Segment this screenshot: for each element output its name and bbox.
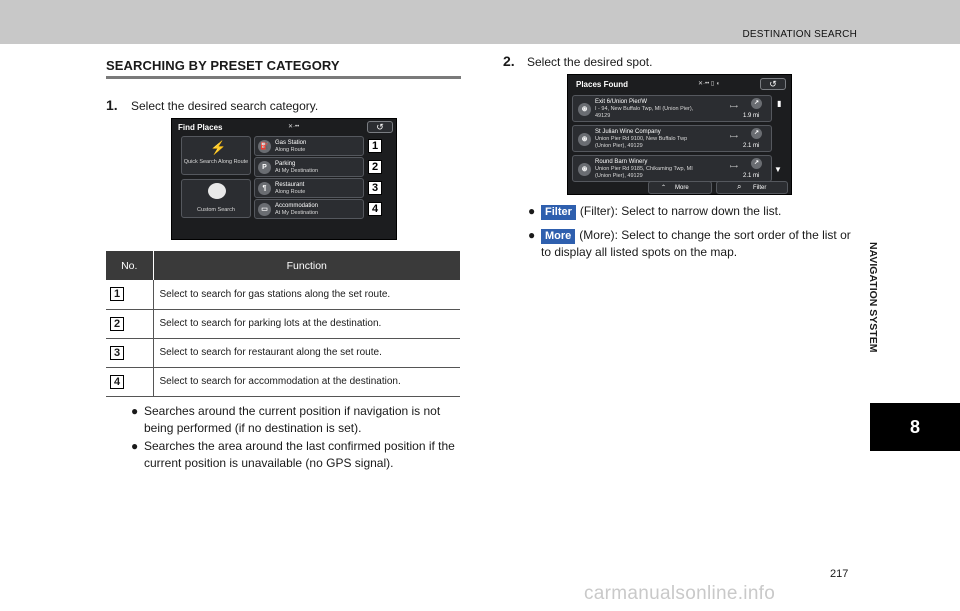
more-button[interactable] [648,181,712,194]
row-number: 2 [110,317,124,331]
category-name: Restaurant [275,182,305,188]
more-note-text: (More): Select to change the sort order of the list or to display all listed spots on the map. [541,228,851,259]
chapter-side-label: NAVIGATION SYSTEM [867,242,879,353]
route-icon: ↗ [751,128,762,139]
note-item [131,438,463,472]
step-2-text: Select the desired spot. [527,55,653,69]
filter-note [528,203,863,220]
place-name: Round Barn Winery [595,159,648,165]
back-button[interactable]: ↺ [760,78,786,90]
category-restaurant[interactable] [254,178,364,198]
category-accommodation[interactable] [254,199,364,219]
bullet-dot: ● [131,439,139,453]
callout-2: 2 [368,160,382,174]
place-zip: (Union Pier), 49129 [595,143,643,149]
page-number: 217 [830,568,849,580]
step-1-number: 1. [106,97,118,113]
place-name: Exit 6/Union Pier/W [595,99,648,105]
row-number: 1 [110,287,124,301]
row-function: Select to search for gas stations along the set route. [153,280,460,309]
place-pin-icon: ⊛ [578,133,591,146]
parking-icon: P [258,161,271,174]
filter-button[interactable] [716,181,788,194]
screen-title: Find Places [178,123,223,132]
row-function: Select to search for accommodation at the destination. [153,367,460,396]
bullet-dot: ● [528,228,536,242]
col-no-header: No. [106,251,153,280]
bullet-dot: ● [131,404,139,418]
place-distance: 2.1 mi [743,173,760,179]
place-item[interactable] [572,155,772,182]
callout-3: 3 [368,181,382,195]
direction-arrow-icon: ⟼ [730,104,738,110]
chapter-tab: 8 [870,403,960,451]
place-distance: 2.1 mi [743,143,760,149]
restaurant-icon: ¶ [258,182,271,195]
signal-icon: ✕·•• [288,124,300,130]
place-item[interactable] [572,95,772,122]
step-1-text: Select the desired search category. [131,99,319,113]
category-sub: Along Route [275,147,306,153]
back-button[interactable]: ↺ [367,121,393,133]
watermark: carmanualsonline.info [584,583,776,604]
place-pin-icon: ⊛ [578,163,591,176]
place-address: Union Pier Rd 9185, Chikaming Twp, MI [595,166,693,172]
category-sub: Along Route [275,189,306,195]
row-number: 4 [110,375,124,389]
col-function-header: Function [153,251,460,280]
places-found-screen [567,74,792,195]
direction-arrow-icon: ⟼ [730,134,738,140]
scroll-down-icon[interactable]: ▼ [774,165,782,174]
place-zip: (Union Pier), 49129 [595,173,643,179]
chevron-up-icon: ⌃ [661,185,667,191]
step-2-number: 2. [503,53,515,69]
category-name: Parking [275,161,296,167]
place-name: St Julian Wine Company [595,129,661,135]
row-function: Select to search for parking lots at the destination. [153,309,460,338]
table-row [106,367,460,396]
table-header-row [106,251,460,280]
category-sub: At My Destination [275,168,319,174]
running-header: DESTINATION SEARCH [742,29,857,40]
custom-search-icon [208,183,226,199]
more-label: More [675,185,689,191]
gas-station-icon: ⛽ [258,140,271,153]
screen-title: Places Found [576,80,629,89]
section-title: SEARCHING BY PRESET CATEGORY [106,58,340,73]
note-item [131,403,463,437]
category-sub: At My Destination [275,210,319,216]
row-function: Select to search for restaurant along the set route. [153,338,460,367]
category-name: Accommodation [275,203,319,209]
custom-search-button[interactable] [181,179,251,218]
filter-tag: Filter [541,205,576,220]
callout-1: 1 [368,139,382,153]
bed-icon: ▭ [258,203,271,216]
category-gas-station[interactable] [254,136,364,156]
more-tag: More [541,229,575,244]
callout-4: 4 [368,202,382,216]
place-distance: 1.9 mi [743,113,760,119]
place-pin-icon: ⊛ [578,103,591,116]
row-number: 3 [110,346,124,360]
quick-search-button[interactable] [181,136,251,175]
table-row [106,309,460,338]
route-icon: ↗ [751,98,762,109]
note-text: Searches around the current position if navigation is not being performed (if no destination is set). [144,404,441,435]
find-places-screen [171,118,397,240]
note-text: Searches the area around the last confirmed position if the current position is unavailable (no GPS signal). [144,439,455,470]
custom-search-label: Custom Search [197,207,235,213]
search-icon: ⌕ [737,182,742,191]
bullet-dot: ● [528,204,536,218]
direction-arrow-icon: ⟼ [730,164,738,170]
filter-label: Filter [753,185,767,191]
table-row [106,280,460,309]
category-parking[interactable] [254,157,364,177]
signal-icon: ✕·•• ▯ ◖ [698,81,720,87]
place-address: Union Pier Rd 9100, New Buffalo Twp [595,136,688,142]
table-row [106,338,460,367]
route-icon: ↗ [751,158,762,169]
place-address: I - 94, New Buffalo Twp, MI (Union Pier), [595,106,694,112]
quick-search-icon: ⚡ [210,140,227,155]
scroll-up-icon[interactable]: ▮ [777,99,782,108]
filter-note-text: (Filter): Select to narrow down the list. [579,204,782,218]
place-item[interactable] [572,125,772,152]
section-rule [106,76,461,79]
place-zip: 49129 [595,113,611,119]
quick-search-label: Quick Search Along Route [183,159,249,165]
function-table [106,251,460,397]
category-name: Gas Station [275,140,307,146]
more-note [528,227,863,261]
